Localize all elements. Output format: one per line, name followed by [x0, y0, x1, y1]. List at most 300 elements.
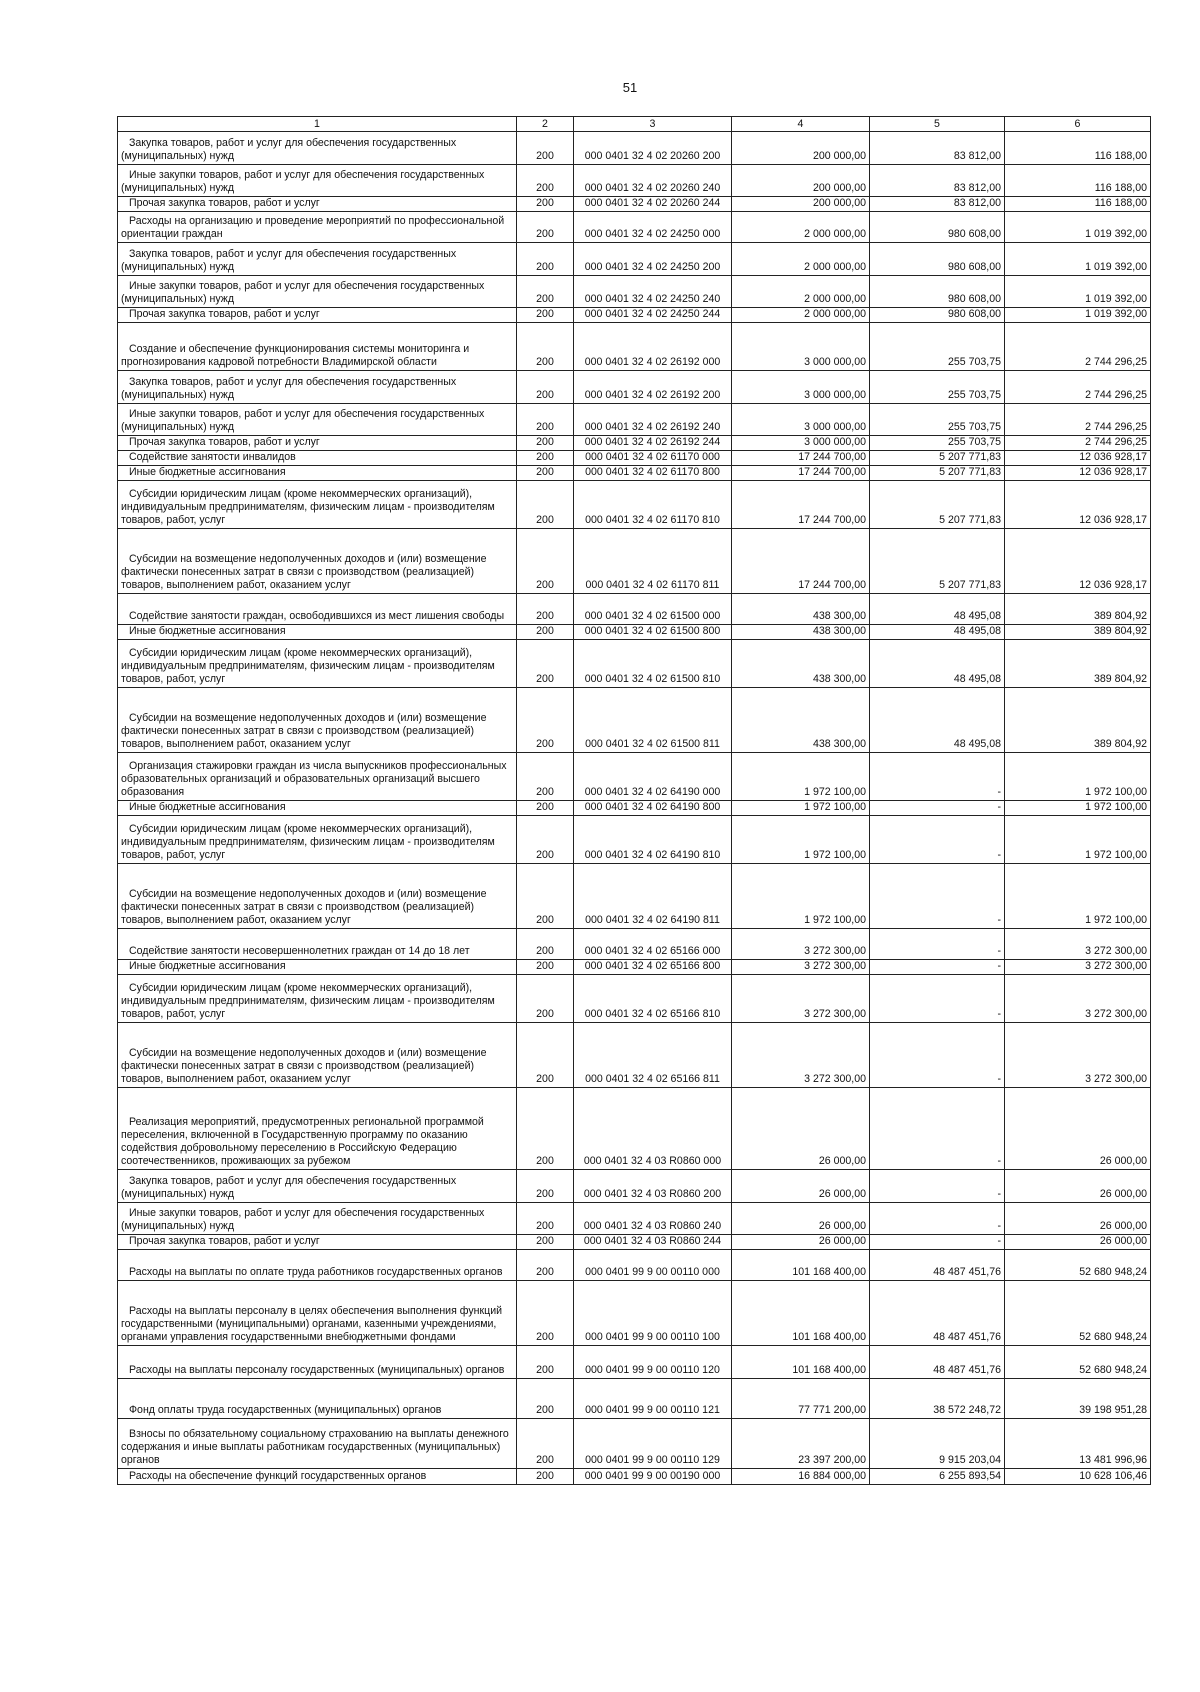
- executed-amount-cell: [870, 308, 1005, 323]
- executed-amount: 48 487 451,76: [933, 1265, 1001, 1278]
- line-code: 200: [536, 182, 554, 195]
- unexecuted-amount: 12 036 928,17: [1079, 578, 1147, 591]
- unexecuted-amount-cell: [1005, 528, 1151, 593]
- expense-name: Содействие занятости инвалидов: [129, 451, 296, 463]
- executed-amount-cell: [870, 1280, 1005, 1345]
- classification-code: 000 0401 32 4 02 64190 000: [584, 785, 721, 798]
- table-row: [118, 1249, 1151, 1280]
- unexecuted-amount-cell: [1005, 687, 1151, 752]
- classification-code-cell: [574, 276, 732, 308]
- executed-amount-cell: [870, 1022, 1005, 1087]
- classification-code: 000 0401 32 4 02 24250 000: [584, 228, 721, 241]
- table-row: [118, 959, 1151, 974]
- table-row: [118, 465, 1151, 480]
- executed-amount-cell: [870, 1234, 1005, 1249]
- line-code-cell: [517, 1378, 574, 1418]
- table-row: [118, 1087, 1151, 1169]
- unexecuted-amount: 26 000,00: [1099, 1187, 1147, 1200]
- approved-amount: 26 000,00: [818, 1187, 866, 1200]
- executed-amount-cell: [870, 1468, 1005, 1484]
- line-code: 200: [536, 261, 554, 274]
- expense-name: Закупка товаров, работ и услуг для обеспечения государственных (муниципальных) нужд: [121, 248, 457, 274]
- classification-code: 000 0401 99 9 00 00110 121: [585, 1403, 720, 1416]
- table-row: [118, 752, 1151, 800]
- classification-code: 000 0401 32 4 02 20260 244: [584, 197, 721, 210]
- executed-amount-cell: [870, 371, 1005, 404]
- expense-name-cell: [118, 276, 517, 308]
- executed-amount-cell: [870, 687, 1005, 752]
- executed-amount-cell: [870, 1418, 1005, 1468]
- line-code-cell: [517, 959, 574, 974]
- unexecuted-amount-cell: [1005, 132, 1151, 165]
- approved-amount-cell: [732, 132, 870, 165]
- table-row: [118, 1202, 1151, 1234]
- line-code: 200: [536, 513, 554, 526]
- line-code: 200: [536, 1330, 554, 1343]
- unexecuted-amount: 1 019 392,00: [1085, 293, 1147, 306]
- unexecuted-amount: 2 744 296,25: [1085, 436, 1147, 449]
- classification-code-cell: [574, 132, 732, 165]
- classification-code-cell: [574, 1378, 732, 1418]
- executed-amount: -: [997, 1072, 1001, 1085]
- line-code-cell: [517, 1202, 574, 1234]
- approved-amount: 26 000,00: [818, 1154, 866, 1167]
- table-row: [118, 1418, 1151, 1468]
- line-code-cell: [517, 436, 574, 451]
- unexecuted-amount: 3 272 300,00: [1085, 1007, 1147, 1020]
- executed-amount: -: [997, 1154, 1001, 1167]
- executed-amount: -: [997, 1007, 1001, 1020]
- executed-amount: 980 608,00: [947, 261, 1001, 274]
- approved-amount: 26 000,00: [818, 1234, 866, 1247]
- executed-amount: -: [997, 959, 1001, 972]
- classification-code-cell: [574, 974, 732, 1022]
- line-code-cell: [517, 1022, 574, 1087]
- classification-code: 000 0401 32 4 02 26192 240: [584, 421, 721, 434]
- classification-code-cell: [574, 1234, 732, 1249]
- classification-code: 000 0401 32 4 02 20260 240: [584, 182, 721, 195]
- executed-amount-cell: [870, 276, 1005, 308]
- unexecuted-amount-cell: [1005, 863, 1151, 928]
- approved-amount-cell: [732, 197, 870, 212]
- classification-code-cell: [574, 1169, 732, 1202]
- classification-code: 000 0401 32 4 02 65166 811: [585, 1072, 720, 1085]
- expense-name: Субсидии юридическим лицам (кроме некоммерческих организаций), индивидуальным предпринимателям, физическим лицам - производителям товаров, работ, услуг: [121, 647, 495, 685]
- unexecuted-amount-cell: [1005, 1345, 1151, 1378]
- approved-amount: 17 244 700,00: [798, 465, 866, 478]
- expense-name-cell: [118, 1202, 517, 1234]
- executed-amount-cell: [870, 404, 1005, 436]
- unexecuted-amount: 12 036 928,17: [1079, 513, 1147, 526]
- classification-code-cell: [574, 1249, 732, 1280]
- line-code: 200: [536, 737, 554, 750]
- unexecuted-amount-cell: [1005, 639, 1151, 687]
- approved-amount: 17 244 700,00: [798, 513, 866, 526]
- unexecuted-amount-cell: [1005, 323, 1151, 371]
- expense-name: Закупка товаров, работ и услуг для обеспечения государственных (муниципальных) нужд: [121, 376, 457, 402]
- classification-code-cell: [574, 687, 732, 752]
- classification-code: 000 0401 32 4 02 61500 811: [585, 737, 720, 750]
- table-row: [118, 165, 1151, 197]
- expense-name: Иные бюджетные ассигнования: [129, 624, 286, 637]
- table-row: [118, 197, 1151, 212]
- expense-name-cell: [118, 1022, 517, 1087]
- approved-amount-cell: [732, 451, 870, 466]
- executed-amount-cell: [870, 593, 1005, 624]
- line-code-cell: [517, 1169, 574, 1202]
- unexecuted-amount: 52 680 948,24: [1079, 1330, 1147, 1343]
- executed-amount: 255 703,75: [947, 356, 1001, 369]
- classification-code-cell: [574, 243, 732, 276]
- expense-name: Реализация мероприятий, предусмотренных региональной программой переселения, включенной в Государственную программу по оказанию содействия добровольному переселению в Российскую Федерацию соотечественников, проживающих за рубежом: [121, 1115, 484, 1167]
- unexecuted-amount-cell: [1005, 276, 1151, 308]
- unexecuted-amount-cell: [1005, 308, 1151, 323]
- executed-amount-cell: [870, 323, 1005, 371]
- executed-amount: 38 572 248,72: [933, 1403, 1001, 1416]
- approved-amount-cell: [732, 1249, 870, 1280]
- expense-name: Субсидии на возмещение недополученных доходов и (или) возмещение фактически понесенных затрат в связи с производством (реализацией) товаров, выполнением работ, оказанием услуг: [121, 1046, 487, 1085]
- approved-amount: 200 000,00: [812, 197, 866, 210]
- line-code-cell: [517, 165, 574, 197]
- expense-name-cell: [118, 1169, 517, 1202]
- executed-amount: 5 207 771,83: [939, 513, 1001, 526]
- approved-amount-cell: [732, 165, 870, 197]
- expense-name-cell: [118, 132, 517, 165]
- expense-name-cell: [118, 800, 517, 815]
- approved-amount-cell: [732, 928, 870, 959]
- classification-code: 000 0401 32 4 02 61170 800: [585, 465, 720, 478]
- expense-name-cell: [118, 465, 517, 480]
- table-row: [118, 451, 1151, 466]
- expense-name-cell: [118, 1234, 517, 1249]
- expense-name: Иные бюджетные ассигнования: [129, 959, 286, 972]
- classification-code-cell: [574, 1345, 732, 1378]
- expense-name: Закупка товаров, работ и услуг для обеспечения государственных (муниципальных) нужд: [121, 137, 457, 163]
- line-code-cell: [517, 404, 574, 436]
- unexecuted-amount-cell: [1005, 212, 1151, 243]
- expense-name-cell: [118, 1280, 517, 1345]
- line-code: 200: [536, 293, 554, 306]
- unexecuted-amount-cell: [1005, 974, 1151, 1022]
- line-code: 200: [536, 913, 554, 926]
- expense-name-cell: [118, 974, 517, 1022]
- approved-amount-cell: [732, 639, 870, 687]
- line-code-cell: [517, 1345, 574, 1378]
- classification-code-cell: [574, 928, 732, 959]
- approved-amount: 2 000 000,00: [804, 293, 866, 306]
- executed-amount-cell: [870, 624, 1005, 639]
- line-code: 200: [536, 465, 554, 478]
- executed-amount-cell: [870, 212, 1005, 243]
- table-row: [118, 1378, 1151, 1418]
- expense-name-cell: [118, 451, 517, 466]
- approved-amount: 2 000 000,00: [804, 261, 866, 274]
- expense-name-cell: [118, 752, 517, 800]
- classification-code-cell: [574, 1202, 732, 1234]
- approved-amount: 1 972 100,00: [804, 848, 866, 861]
- unexecuted-amount: 3 272 300,00: [1085, 1072, 1147, 1085]
- executed-amount: 980 608,00: [947, 308, 1001, 321]
- unexecuted-amount: 389 804,92: [1093, 672, 1147, 685]
- approved-amount-cell: [732, 528, 870, 593]
- executed-amount: 48 495,08: [953, 737, 1001, 750]
- table-row: [118, 639, 1151, 687]
- expense-name-cell: [118, 1468, 517, 1484]
- expense-name-cell: [118, 480, 517, 528]
- unexecuted-amount: 2 744 296,25: [1085, 421, 1147, 434]
- line-code-cell: [517, 1280, 574, 1345]
- approved-amount-cell: [732, 1468, 870, 1484]
- classification-code-cell: [574, 528, 732, 593]
- expense-name: Иные бюджетные ассигнования: [129, 800, 286, 813]
- unexecuted-amount-cell: [1005, 243, 1151, 276]
- line-code-cell: [517, 752, 574, 800]
- table-row: [118, 863, 1151, 928]
- approved-amount-cell: [732, 436, 870, 451]
- classification-code: 000 0401 99 9 00 00110 100: [585, 1330, 720, 1343]
- approved-amount-cell: [732, 863, 870, 928]
- line-code: 200: [536, 624, 554, 637]
- unexecuted-amount: 2 744 296,25: [1085, 389, 1147, 402]
- executed-amount: 48 495,08: [953, 672, 1001, 685]
- approved-amount: 3 000 000,00: [804, 421, 866, 434]
- expense-name-cell: [118, 959, 517, 974]
- budget-execution-table: [117, 116, 1151, 1485]
- line-code: 200: [536, 356, 554, 369]
- unexecuted-amount: 26 000,00: [1099, 1219, 1147, 1232]
- expense-name: Иные закупки товаров, работ и услуг для обеспечения государственных (муниципальных) нужд: [121, 280, 485, 306]
- unexecuted-amount: 116 188,00: [1094, 197, 1147, 210]
- classification-code: 000 0401 32 4 02 20260 200: [584, 150, 721, 163]
- line-code: 200: [536, 1265, 554, 1278]
- column-header-2: 2: [517, 117, 574, 132]
- classification-code-cell: [574, 451, 732, 466]
- approved-amount: 2 000 000,00: [804, 308, 866, 321]
- expense-name-cell: [118, 815, 517, 863]
- unexecuted-amount: 116 188,00: [1094, 150, 1147, 163]
- table-row: [118, 404, 1151, 436]
- approved-amount-cell: [732, 480, 870, 528]
- line-code: 200: [536, 389, 554, 402]
- approved-amount: 438 300,00: [812, 737, 866, 750]
- approved-amount-cell: [732, 243, 870, 276]
- unexecuted-amount: 13 481 996,96: [1079, 1453, 1147, 1466]
- classification-code: 000 0401 32 4 02 26192 200: [584, 389, 721, 402]
- expense-name: Иные бюджетные ассигнования: [129, 465, 286, 478]
- executed-amount: 255 703,75: [947, 436, 1001, 449]
- expense-name-cell: [118, 1087, 517, 1169]
- line-code: 200: [536, 1469, 554, 1482]
- executed-amount: 83 812,00: [953, 150, 1001, 163]
- expense-name: Прочая закупка товаров, работ и услуг: [129, 1234, 320, 1247]
- unexecuted-amount: 26 000,00: [1099, 1234, 1147, 1247]
- table-row: [118, 243, 1151, 276]
- expense-name-cell: [118, 593, 517, 624]
- executed-amount-cell: [870, 752, 1005, 800]
- classification-code: 000 0401 32 4 02 24250 240: [584, 293, 721, 306]
- executed-amount: 980 608,00: [947, 293, 1001, 306]
- executed-amount-cell: [870, 528, 1005, 593]
- executed-amount-cell: [870, 815, 1005, 863]
- line-code: 200: [536, 609, 554, 622]
- classification-code: 000 0401 32 4 02 61500 800: [584, 624, 721, 637]
- executed-amount: -: [997, 944, 1001, 957]
- executed-amount: 6 255 893,54: [939, 1469, 1001, 1482]
- approved-amount-cell: [732, 308, 870, 323]
- unexecuted-amount-cell: [1005, 752, 1151, 800]
- expense-name-cell: [118, 308, 517, 323]
- line-code: 200: [536, 944, 554, 957]
- table-row: [118, 815, 1151, 863]
- expense-name: Создание и обеспечение функционирования системы мониторинга и прогнозирования кадровой потребности Владимирской области: [121, 343, 470, 369]
- expense-name: Субсидии юридическим лицам (кроме некоммерческих организаций), индивидуальным предпринимателям, физическим лицам - производителям товаров, работ, услуг: [121, 488, 495, 526]
- executed-amount-cell: [870, 800, 1005, 815]
- column-header-5: 5: [870, 117, 1005, 132]
- unexecuted-amount-cell: [1005, 404, 1151, 436]
- expense-name: Иные закупки товаров, работ и услуг для обеспечения государственных (муниципальных) нужд: [121, 408, 485, 434]
- unexecuted-amount-cell: [1005, 197, 1151, 212]
- classification-code: 000 0401 32 4 02 65166 800: [584, 959, 721, 972]
- unexecuted-amount-cell: [1005, 1249, 1151, 1280]
- expense-name: Фонд оплаты труда государственных (муниципальных) органов: [129, 1403, 442, 1416]
- classification-code: 000 0401 32 4 02 61170 000: [585, 451, 720, 463]
- unexecuted-amount-cell: [1005, 1022, 1151, 1087]
- classification-code-cell: [574, 800, 732, 815]
- approved-amount-cell: [732, 974, 870, 1022]
- line-code: 200: [536, 1072, 554, 1085]
- executed-amount-cell: [870, 1202, 1005, 1234]
- unexecuted-amount: 1 972 100,00: [1085, 800, 1147, 813]
- approved-amount-cell: [732, 687, 870, 752]
- executed-amount: 980 608,00: [947, 228, 1001, 241]
- executed-amount-cell: [870, 1378, 1005, 1418]
- line-code-cell: [517, 928, 574, 959]
- unexecuted-amount-cell: [1005, 371, 1151, 404]
- unexecuted-amount-cell: [1005, 815, 1151, 863]
- expense-name: Прочая закупка товаров, работ и услуг: [129, 436, 320, 449]
- table-row: [118, 276, 1151, 308]
- line-code: 200: [536, 1154, 554, 1167]
- classification-code-cell: [574, 480, 732, 528]
- table-row: [118, 436, 1151, 451]
- table-row: [118, 928, 1151, 959]
- unexecuted-amount: 116 188,00: [1094, 182, 1147, 195]
- approved-amount: 1 972 100,00: [804, 785, 866, 798]
- line-code-cell: [517, 465, 574, 480]
- executed-amount: 83 812,00: [953, 197, 1001, 210]
- approved-amount-cell: [732, 959, 870, 974]
- table-row: [118, 1345, 1151, 1378]
- approved-amount-cell: [732, 371, 870, 404]
- line-code-cell: [517, 132, 574, 165]
- line-code-cell: [517, 863, 574, 928]
- page-number: 51: [622, 80, 638, 95]
- expense-name-cell: [118, 1418, 517, 1468]
- approved-amount-cell: [732, 1087, 870, 1169]
- table-body: [118, 132, 1151, 1485]
- executed-amount: -: [997, 1219, 1001, 1232]
- approved-amount: 101 168 400,00: [792, 1363, 866, 1376]
- unexecuted-amount: 10 628 106,46: [1079, 1469, 1147, 1482]
- column-header-6: 6: [1005, 117, 1151, 132]
- classification-code: 000 0401 32 4 02 64190 811: [585, 913, 720, 926]
- classification-code: 000 0401 32 4 02 61500 810: [584, 672, 721, 685]
- classification-code-cell: [574, 404, 732, 436]
- classification-code: 000 0401 32 4 02 65166 000: [584, 944, 721, 957]
- line-code: 200: [536, 785, 554, 798]
- table-row: [118, 323, 1151, 371]
- line-code: 200: [536, 451, 554, 463]
- approved-amount: 438 300,00: [812, 672, 866, 685]
- approved-amount-cell: [732, 1418, 870, 1468]
- expense-name-cell: [118, 212, 517, 243]
- line-code: 200: [536, 1234, 554, 1247]
- approved-amount-cell: [732, 1234, 870, 1249]
- line-code: 200: [536, 150, 554, 163]
- approved-amount: 3 272 300,00: [804, 944, 866, 957]
- unexecuted-amount-cell: [1005, 593, 1151, 624]
- approved-amount-cell: [732, 1202, 870, 1234]
- executed-amount-cell: [870, 639, 1005, 687]
- approved-amount: 3 272 300,00: [804, 959, 866, 972]
- unexecuted-amount: 1 019 392,00: [1085, 261, 1147, 274]
- unexecuted-amount: 39 198 951,28: [1079, 1403, 1147, 1416]
- classification-code-cell: [574, 197, 732, 212]
- line-code-cell: [517, 480, 574, 528]
- executed-amount: 9 915 203,04: [939, 1453, 1001, 1466]
- classification-code-cell: [574, 1022, 732, 1087]
- approved-amount-cell: [732, 1169, 870, 1202]
- classification-code: 000 0401 32 4 02 24250 244: [584, 308, 721, 321]
- expense-name: Расходы на выплаты по оплате труда работников государственных органов: [129, 1265, 503, 1278]
- classification-code: 000 0401 32 4 02 24250 200: [584, 261, 721, 274]
- classification-code-cell: [574, 371, 732, 404]
- unexecuted-amount: 1 019 392,00: [1085, 308, 1147, 321]
- executed-amount-cell: [870, 1249, 1005, 1280]
- executed-amount: -: [997, 785, 1001, 798]
- line-code: 200: [536, 421, 554, 434]
- unexecuted-amount: 1 972 100,00: [1085, 785, 1147, 798]
- unexecuted-amount-cell: [1005, 1378, 1151, 1418]
- line-code-cell: [517, 528, 574, 593]
- table-row: [118, 624, 1151, 639]
- approved-amount: 26 000,00: [818, 1219, 866, 1232]
- executed-amount: 5 207 771,83: [939, 465, 1001, 478]
- line-code-cell: [517, 1234, 574, 1249]
- table-row: [118, 528, 1151, 593]
- unexecuted-amount-cell: [1005, 1468, 1151, 1484]
- approved-amount: 3 000 000,00: [804, 356, 866, 369]
- expense-name-cell: [118, 863, 517, 928]
- unexecuted-amount-cell: [1005, 624, 1151, 639]
- classification-code-cell: [574, 959, 732, 974]
- executed-amount-cell: [870, 436, 1005, 451]
- approved-amount: 101 168 400,00: [792, 1330, 866, 1343]
- unexecuted-amount: 3 272 300,00: [1085, 959, 1147, 972]
- classification-code-cell: [574, 308, 732, 323]
- classification-code: 000 0401 32 4 02 64190 810: [584, 848, 721, 861]
- expense-name-cell: [118, 323, 517, 371]
- line-code: 200: [536, 197, 554, 210]
- unexecuted-amount: 389 804,92: [1093, 609, 1147, 622]
- column-header-3: 3: [574, 117, 732, 132]
- line-code-cell: [517, 1468, 574, 1484]
- executed-amount-cell: [870, 465, 1005, 480]
- unexecuted-amount-cell: [1005, 1169, 1151, 1202]
- unexecuted-amount: 12 036 928,17: [1079, 451, 1147, 463]
- classification-code-cell: [574, 639, 732, 687]
- expense-name-cell: [118, 436, 517, 451]
